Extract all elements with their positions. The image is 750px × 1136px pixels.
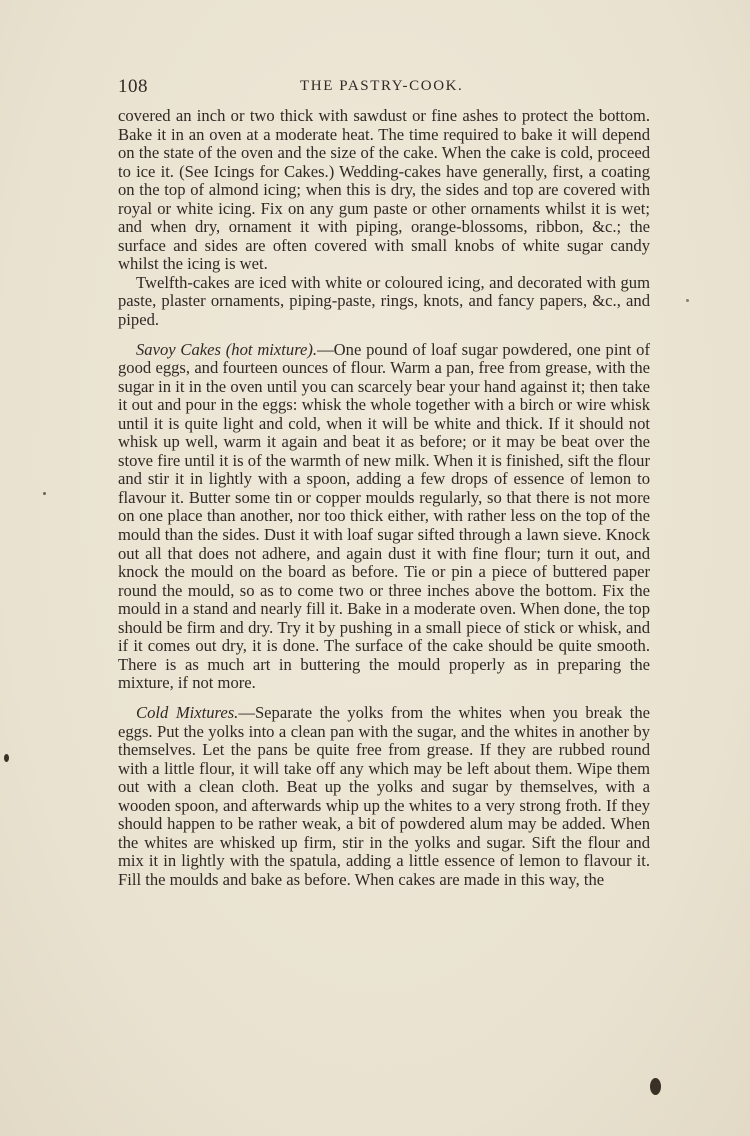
page-number: 108: [118, 76, 148, 97]
recipe-heading: Savoy Cakes (hot mixture).: [136, 339, 318, 359]
recipe-text: —Separate the yolks from the whites when you break the eggs. Put the yolks into a clean pan with the sugar, and the whites in another by themselves. Let the pans be quite free from grease. If they are rubbed round with a little flour, it will take off any which may be left about them. Wipe them out with a clean cloth. Beat up the yolks and sugar by themselves, with a wooden spoon, and afterwards whip up the whites to a very strong froth. If they should happen to be rather weak, a bit of powdered alum may be added. When the whites are whisked up firm, stir in the yolks and sugar. Sift the flour and mix it in lightly with the spatula, adding a little essence of lemon to flavour it. Fill the moulds and bake as before. When cakes are made in this way, the: [118, 702, 650, 889]
paragraph-text: Twelfth-cakes are iced with white or coloured icing, and decorated with gum paste, plaster ornaments, piping-paste, rings, knots, and fancy papers, &c., and piped.: [118, 272, 650, 330]
ink-spot: [650, 1078, 661, 1095]
paragraph-twelfth-cakes: [118, 274, 650, 330]
paragraph-wedding-cakes: [118, 107, 650, 274]
recipe-cold-mixtures: [118, 704, 650, 889]
running-title: THE PASTRY-COOK.: [300, 78, 464, 94]
recipe-savoy-cakes: [118, 341, 650, 693]
recipe-text: —One pound of loaf sugar powdered, one pint of good eggs, and fourteen ounces of flour. Warm a pan, free from grease, with the sugar in it in the oven until you can scarcely bear your hand against it; then take it out and pour in the eggs: whisk the whole together with a birch or wire whisk until it is quite light and cold, when it will be white and thick. If it should not whisk up well, warm it again and beat it as before; or it may be beat over the stove fire until it is of the warmth of new milk. When it is finished, sift the flour and stir it in lightly with a spoon, adding a few drops of essence of lemon to flavour it. Butter some tin or copper moulds regularly, so that there is not more on one place than another, nor too thick either, with rather less on the top of the mould than the sides. Dust it with loaf sugar sifted through a lawn sieve. Knock out all that does not adhere, and again dust it with fine flour; turn it out, and knock the mould on the board as before. Tie or pin a piece of buttered paper round the mould, so as to come two or three inches above the bottom. Fix the mould in a stand and nearly fill it. Bake in a moderate oven. When done, the top should be firm and dry. Try it by pushing in a small piece of stick or whisk, and if it comes out dry, it is done. The surface of the cake should be quite smooth. There is as much art in buttering the mould properly as in preparing the mixture, if not more.: [118, 339, 650, 693]
recipe-heading: Cold Mixtures.: [136, 702, 239, 722]
ink-speck: [4, 754, 9, 762]
ink-speck: [686, 299, 689, 302]
paragraph-text: covered an inch or two thick with sawdust or fine ashes to protect the bottom. Bake it in an oven at a moderate heat. The time required to bake it will depend on the state of the oven and the size of the cake. When the cake is cold, proceed to ice it. (See Icings for Cakes.) Wedding-cakes have generally, first, a coating on the top of almond icing; when this is dry, the sides and top are covered with royal or white icing. Fix on any gum paste or other ornaments whilst it is wet; and when dry, ornament it with piping, orange-blossoms, ribbon, &c.; the surface and sides are often covered with small knobs of white sugar candy whilst the icing is wet.: [118, 106, 650, 274]
body-text: [118, 107, 650, 889]
ink-speck: [43, 492, 46, 495]
page-header: [118, 76, 648, 98]
